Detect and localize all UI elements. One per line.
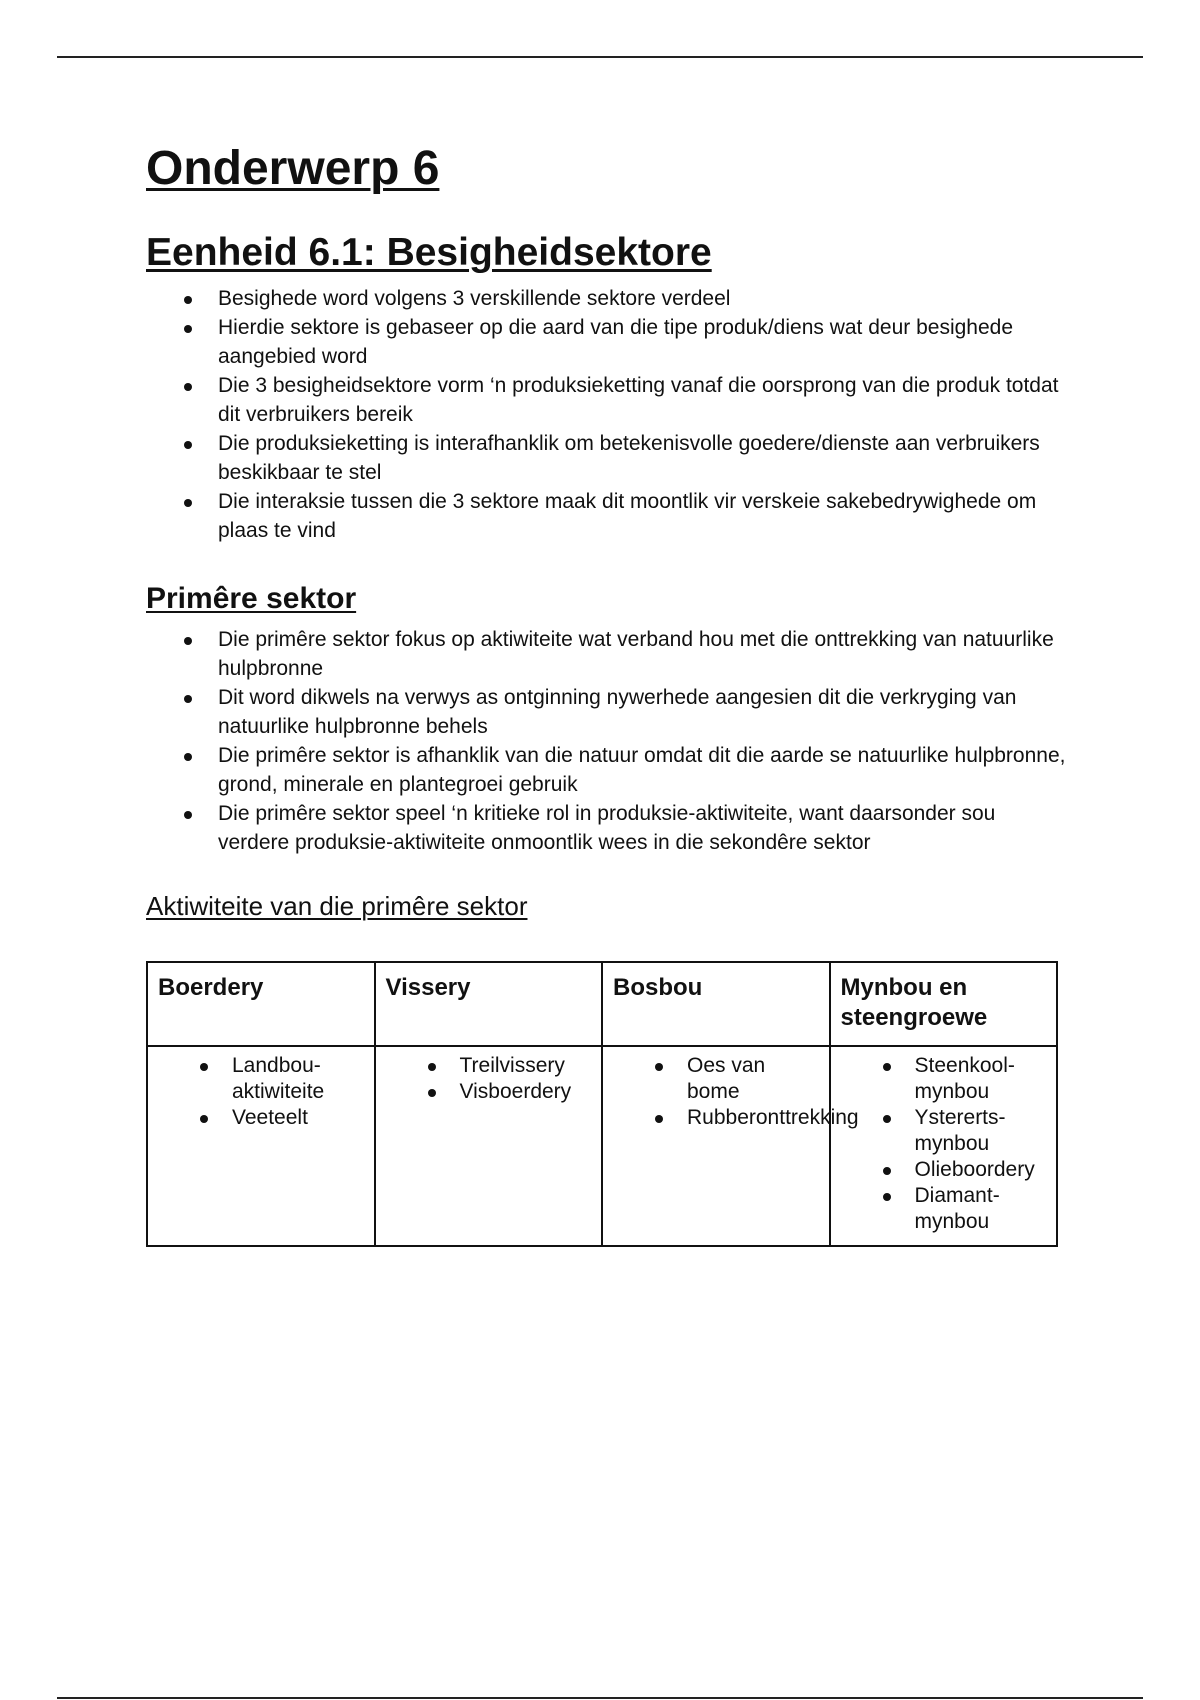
table-header-cell: Boerdery — [147, 962, 375, 1046]
bottom-rule — [57, 1697, 1143, 1699]
list-item: Die primêre sektor speel ‘n kritieke rol in produksie-aktiwiteite, want daarsonder sou verdere produksie-aktiwiteite onmoontlik wees in die sekondêre sektor — [218, 799, 1066, 857]
list-item: Rubberonttrekking — [687, 1105, 859, 1129]
list-item: Die interaksie tussen die 3 sektore maak dit moontlik vir verskeie sakebedrywighede om plaas te vind — [218, 487, 1066, 545]
table-header-cell: Vissery — [375, 962, 603, 1046]
table-cell — [830, 1046, 1058, 1246]
list-item: Diamant-mynbou — [915, 1183, 1049, 1235]
table-header-cell: Bosbou — [602, 962, 830, 1046]
list-item: Besighede word volgens 3 verskillende sektore verdeel — [218, 284, 1066, 313]
list-item: Ystererts-mynbou — [915, 1105, 1049, 1157]
list-item: Visboerdery — [460, 1079, 594, 1105]
list-item: Landbou-aktiwiteite — [232, 1053, 366, 1105]
list-item: Dit word dikwels na verwys as ontginning nywerhede aangesien dit die verkryging van natuurlike hulpbronne behels — [218, 683, 1066, 741]
unit-heading: Eenheid 6.1: Besigheidsektore — [146, 230, 712, 274]
list-item: Die primêre sektor is afhanklik van die natuur omdat dit die aarde se natuurlike hulpbronne, grond, minerale en plantegroei gebruik — [218, 741, 1066, 799]
table-header-row — [147, 962, 1057, 1046]
list-item: Die primêre sektor fokus op aktiwiteite wat verband hou met die onttrekking van natuurlike hulpbronne — [218, 625, 1066, 683]
activities-table — [146, 961, 1058, 1247]
primary-sector-heading: Primêre sektor — [146, 582, 357, 616]
list-item: Steenkool-mynbou — [915, 1053, 1049, 1105]
list-item: Die produksieketting is interafhanklik om betekenisvolle goedere/dienste aan verbruikers beskikbaar te stel — [218, 429, 1066, 487]
unit-bullet-list — [146, 284, 1066, 545]
list-item: Treilvissery — [460, 1053, 594, 1079]
list-item: Veeteelt — [232, 1105, 366, 1131]
table-cell — [147, 1046, 375, 1246]
list-item: Hierdie sektore is gebaseer op die aard van die tipe produk/diens wat deur besighede aangebied word — [218, 313, 1066, 371]
list-item: Oes van bome — [687, 1053, 821, 1105]
table-header-cell: Mynbou en steengroewe — [830, 962, 1058, 1046]
primary-sector-bullet-list — [146, 625, 1066, 857]
list-item: Die 3 besigheidsektore vorm ‘n produksieketting vanaf die oorsprong van die produk totdat dit verbruikers bereik — [218, 371, 1066, 429]
activities-heading: Aktiwiteite van die primêre sektor — [146, 891, 528, 922]
table-cell — [602, 1046, 859, 1246]
list-item: Olieboordery — [915, 1157, 1049, 1183]
document-body — [146, 140, 1066, 1247]
table-row — [147, 1046, 1057, 1246]
table-cell — [375, 1046, 603, 1246]
top-rule — [57, 56, 1143, 58]
page-title: Onderwerp 6 — [146, 142, 440, 195]
